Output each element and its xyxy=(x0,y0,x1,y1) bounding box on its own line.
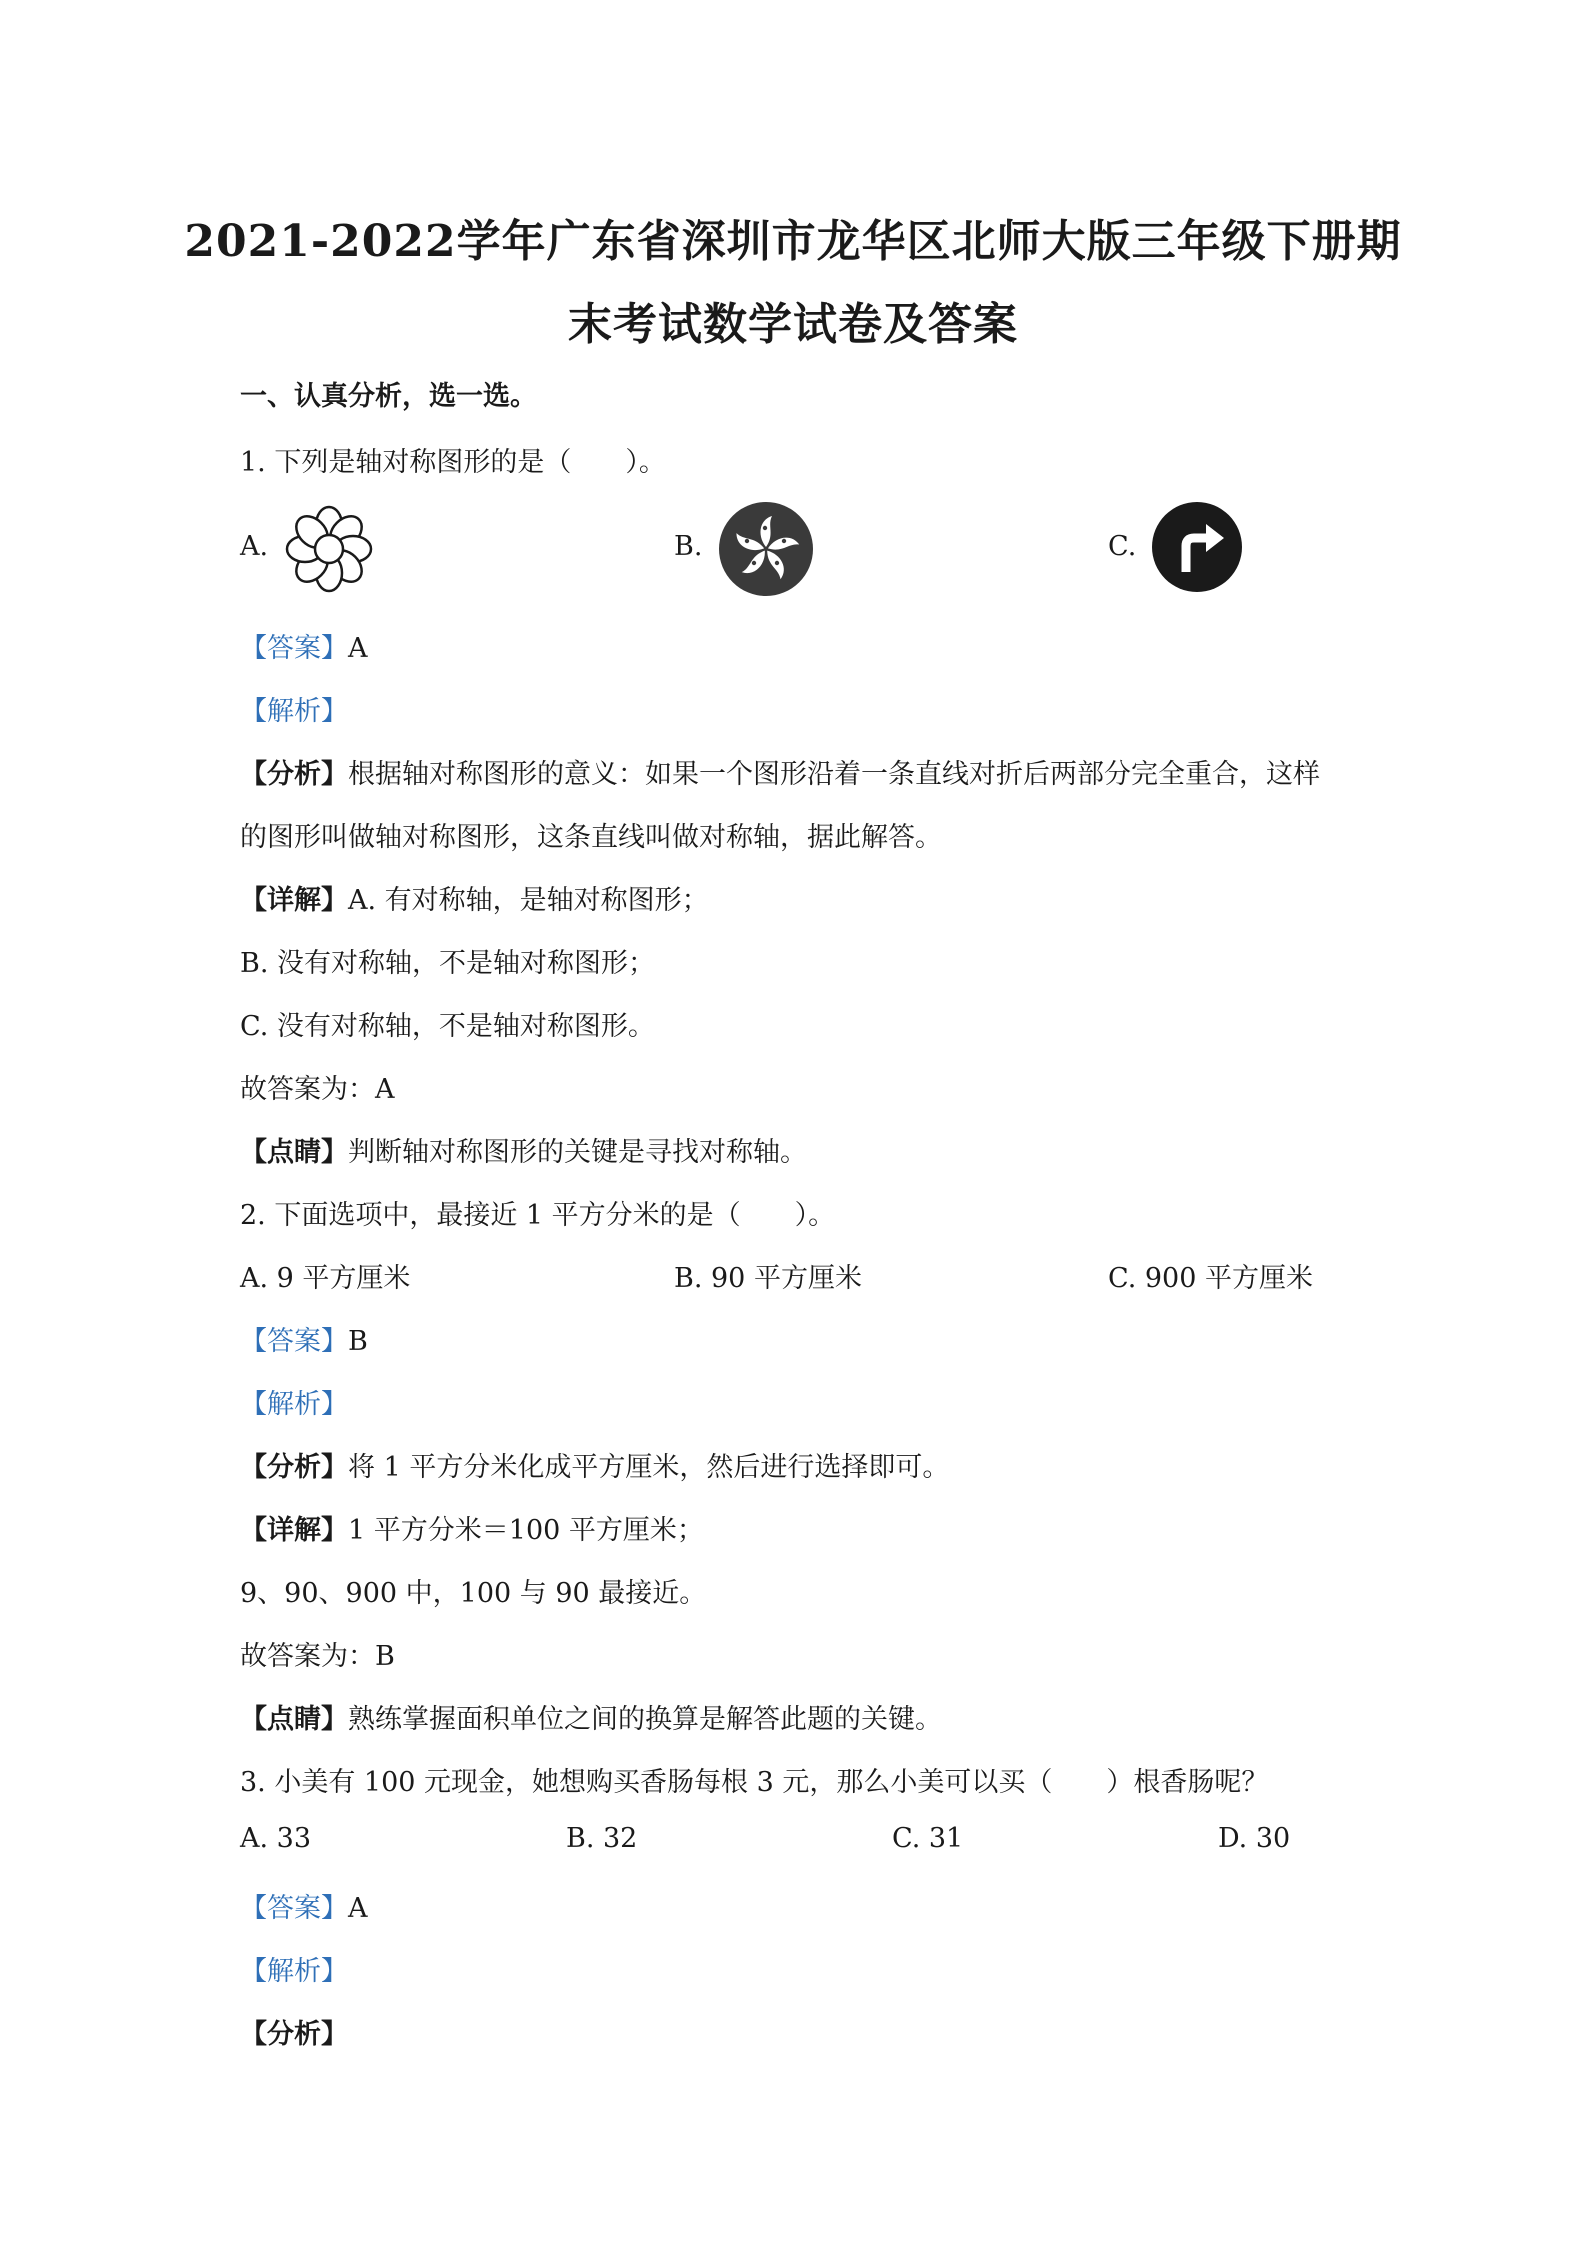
question-3-stem: 3. 小美有 100 元现金，她想购买香肠每根 3 元，那么小美可以买（ ）根香肠呢？ xyxy=(240,1767,1269,1798)
q1-dianjing xyxy=(240,1130,807,1169)
q2-final-answer: 故答案为：B xyxy=(240,1641,395,1672)
xiangjie-tag: 【详解】 xyxy=(240,1515,348,1546)
question-2-stem: 2. 下面选项中，最接近 1 平方分米的是（ ）。 xyxy=(240,1200,836,1231)
flower-outline-icon xyxy=(283,503,375,599)
bauhinia-emblem-icon xyxy=(717,500,815,602)
dianjing-tag: 【点睛】 xyxy=(240,1704,348,1735)
q3-option-a: A. 33 xyxy=(240,1823,312,1854)
turn-right-arrow-icon xyxy=(1150,500,1244,598)
q1-dianjing-text: 判断轴对称图形的关键是寻找对称轴。 xyxy=(348,1137,807,1168)
q2-answer xyxy=(240,1319,368,1358)
q3-answer xyxy=(240,1886,368,1925)
fenxi-tag: 【分析】 xyxy=(240,1452,348,1483)
q1-answer-value: A xyxy=(348,633,368,664)
q3-fenxi-tag: 【分析】 xyxy=(240,2019,348,2050)
q2-xiangjie-line-2: 9、90、900 中，100 与 90 最接近。 xyxy=(240,1578,707,1609)
q3-option-b: B. 32 xyxy=(566,1823,638,1854)
q2-fenxi xyxy=(240,1445,949,1484)
q2-xiangjie-line-1 xyxy=(240,1508,704,1547)
q1-answer xyxy=(240,626,368,665)
q1-fenxi-text-1: 根据轴对称图形的意义：如果一个图形沿着一条直线对折后两部分完全重合，这样 xyxy=(348,759,1320,790)
q2-option-b: B. 90 平方厘米 xyxy=(674,1263,862,1294)
q1-xiangjie-line-1 xyxy=(240,878,709,917)
q2-analysis-tag: 【解析】 xyxy=(240,1389,348,1420)
q3-option-d: D. 30 xyxy=(1218,1823,1291,1854)
fenxi-tag: 【分析】 xyxy=(240,759,348,790)
answer-tag: 【答案】 xyxy=(240,633,348,664)
q3-option-c: C. 31 xyxy=(892,1823,964,1854)
q2-dianjing-text: 熟练掌握面积单位之间的换算是解答此题的关键。 xyxy=(348,1704,942,1735)
q1-final-answer: 故答案为：A xyxy=(240,1074,395,1105)
answer-tag: 【答案】 xyxy=(240,1326,348,1357)
q2-dianjing xyxy=(240,1697,942,1736)
q3-answer-value: A xyxy=(348,1893,368,1924)
q1-option-a-label: A. xyxy=(240,531,269,562)
q3-analysis-tag: 【解析】 xyxy=(240,1956,348,1987)
q1-fenxi-line-1 xyxy=(240,752,1320,791)
q1-xiangjie-line-3: C. 没有对称轴，不是轴对称图形。 xyxy=(240,1011,655,1042)
dianjing-tag: 【点睛】 xyxy=(240,1137,348,1168)
q1-xiangjie-line-2: B. 没有对称轴，不是轴对称图形； xyxy=(240,948,656,979)
q1-xiangjie-text-1: A. 有对称轴，是轴对称图形； xyxy=(348,885,709,916)
q2-answer-value: B xyxy=(348,1326,368,1357)
answer-tag: 【答案】 xyxy=(240,1893,348,1924)
q2-option-c: C. 900 平方厘米 xyxy=(1108,1263,1313,1294)
q1-analysis-tag: 【解析】 xyxy=(240,696,348,727)
section-heading: 一、认真分析，选一选。 xyxy=(240,381,537,412)
xiangjie-tag: 【详解】 xyxy=(240,885,348,916)
q2-option-a: A. 9 平方厘米 xyxy=(240,1263,411,1294)
q1-fenxi-line-2: 的图形叫做轴对称图形，这条直线叫做对称轴，据此解答。 xyxy=(240,822,942,853)
document-title-line-2: 末考试数学试卷及答案 xyxy=(568,299,1018,350)
question-1-stem: 1. 下列是轴对称图形的是（ ）。 xyxy=(240,447,666,478)
q2-fenxi-text: 将 1 平方分米化成平方厘米，然后进行选择即可。 xyxy=(348,1452,950,1483)
q1-option-b-label: B. xyxy=(674,531,703,562)
q2-xiangjie-text-1: 1 平方分米＝100 平方厘米； xyxy=(348,1515,704,1546)
document-title-line-1: 2021-2022学年广东省深圳市龙华区北师大版三年级下册期 xyxy=(184,216,1402,267)
q1-option-c-label: C. xyxy=(1108,531,1137,562)
